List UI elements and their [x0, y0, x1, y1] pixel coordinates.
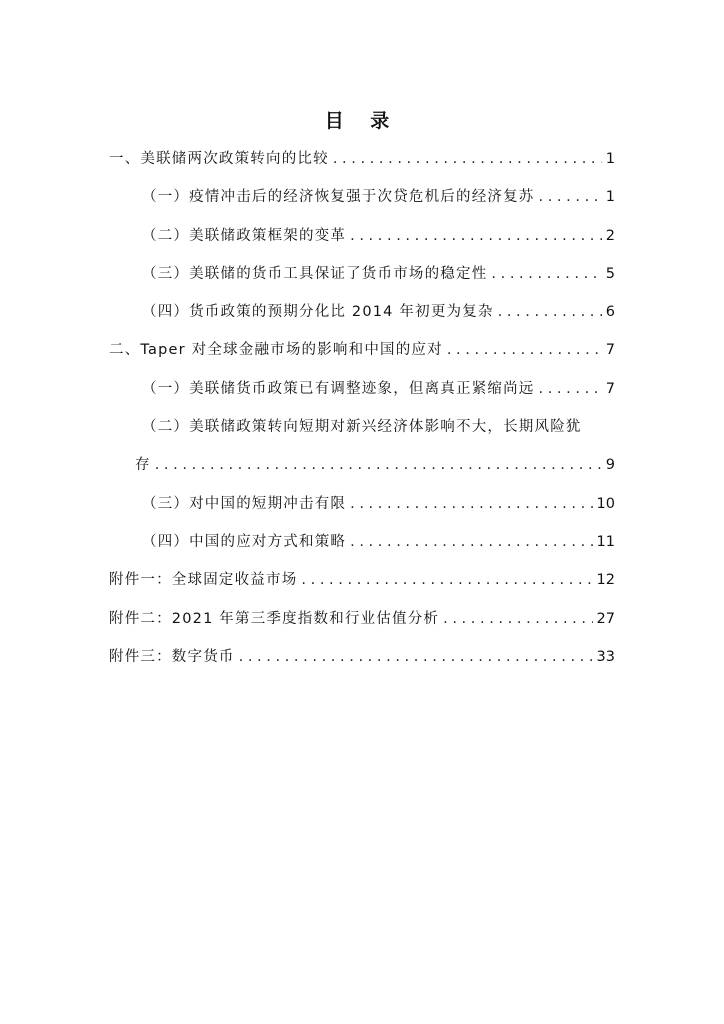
toc-entry[interactable]	[109, 561, 615, 599]
toc-entry[interactable]	[109, 331, 615, 369]
toc-entry[interactable]	[109, 140, 615, 178]
toc-page-number: 33	[596, 648, 615, 665]
toc-page-number: 9	[605, 457, 615, 474]
toc-entry[interactable]	[109, 178, 615, 216]
toc-dot-leader	[239, 638, 593, 676]
toc-entry-text: （三）美联储的货币工具保证了货币市场的稳定性	[142, 265, 488, 282]
toc-page-number: 27	[596, 610, 615, 627]
toc-entry-text: 二、Taper 对全球金融市场的影响和中国的应对	[109, 342, 443, 359]
toc-page-number: 1	[605, 151, 615, 167]
toc-page-number: 6	[605, 304, 615, 321]
toc-entry-text: 附件三：数字货币	[109, 648, 235, 665]
toc-dot-leader	[539, 178, 602, 216]
toc-entry-text: 存	[135, 457, 151, 474]
toc-entry-text: （四）中国的应对方式和策略	[142, 533, 347, 550]
toc-dot-leader	[350, 485, 592, 523]
toc-entry[interactable]	[109, 638, 615, 676]
toc-entry[interactable]	[109, 408, 615, 446]
toc-entry[interactable]	[109, 485, 615, 523]
toc-entry[interactable]	[109, 255, 615, 293]
toc-entry-text: （一）疫情冲击后的经济恢复强于次贷危机后的经济复苏	[142, 189, 535, 206]
toc-entry[interactable]	[109, 370, 615, 408]
toc-page-number: 1	[605, 189, 615, 206]
toc-page-number: 10	[596, 495, 615, 512]
toc-dot-leader	[447, 331, 602, 369]
toc-entry-text: （一）美联储货币政策已有调整迹象，但离真正紧缩尚远	[142, 380, 535, 397]
toc-page-number: 2	[605, 227, 615, 244]
toc-dot-leader	[155, 446, 602, 484]
toc-dot-leader	[491, 255, 601, 293]
toc-dot-leader	[301, 561, 592, 599]
toc-page-number: 12	[596, 572, 615, 589]
toc-entry-text: （三）对中国的短期冲击有限	[142, 495, 347, 512]
toc-page-number: 11	[596, 533, 615, 550]
toc-page-number: 7	[605, 342, 615, 359]
toc-dot-leader	[498, 293, 602, 331]
toc-page-number: 7	[605, 380, 615, 397]
toc-entry-text: 附件一：全球固定收益市场	[109, 572, 298, 589]
toc-dot-leader	[333, 140, 602, 178]
toc-entry[interactable]	[109, 217, 615, 255]
toc-entry-text: （二）美联储政策框架的变革	[142, 227, 347, 244]
toc-dot-leader	[443, 600, 592, 638]
toc-title: 目 录	[324, 110, 400, 132]
toc-entry-text: 一、美联储两次政策转向的比较	[109, 151, 329, 167]
toc-entry[interactable]	[109, 293, 615, 331]
toc-dot-leader	[350, 217, 602, 255]
toc-entry[interactable]	[109, 523, 615, 561]
toc-entry-text: （四）货币政策的预期分化比 2014 年初更为复杂	[142, 304, 494, 321]
toc-dot-leader	[539, 370, 602, 408]
toc-entry[interactable]	[109, 600, 615, 638]
toc-entry-continuation[interactable]	[109, 446, 615, 484]
table-of-contents	[109, 140, 615, 676]
toc-dot-leader	[350, 523, 592, 561]
toc-page-number: 5	[605, 265, 615, 282]
toc-entry-text: 附件二：2021 年第三季度指数和行业估值分析	[109, 610, 440, 627]
toc-entry-text: （二）美联储政策转向短期对新兴经济体影响不大，长期风险犹	[142, 419, 582, 436]
